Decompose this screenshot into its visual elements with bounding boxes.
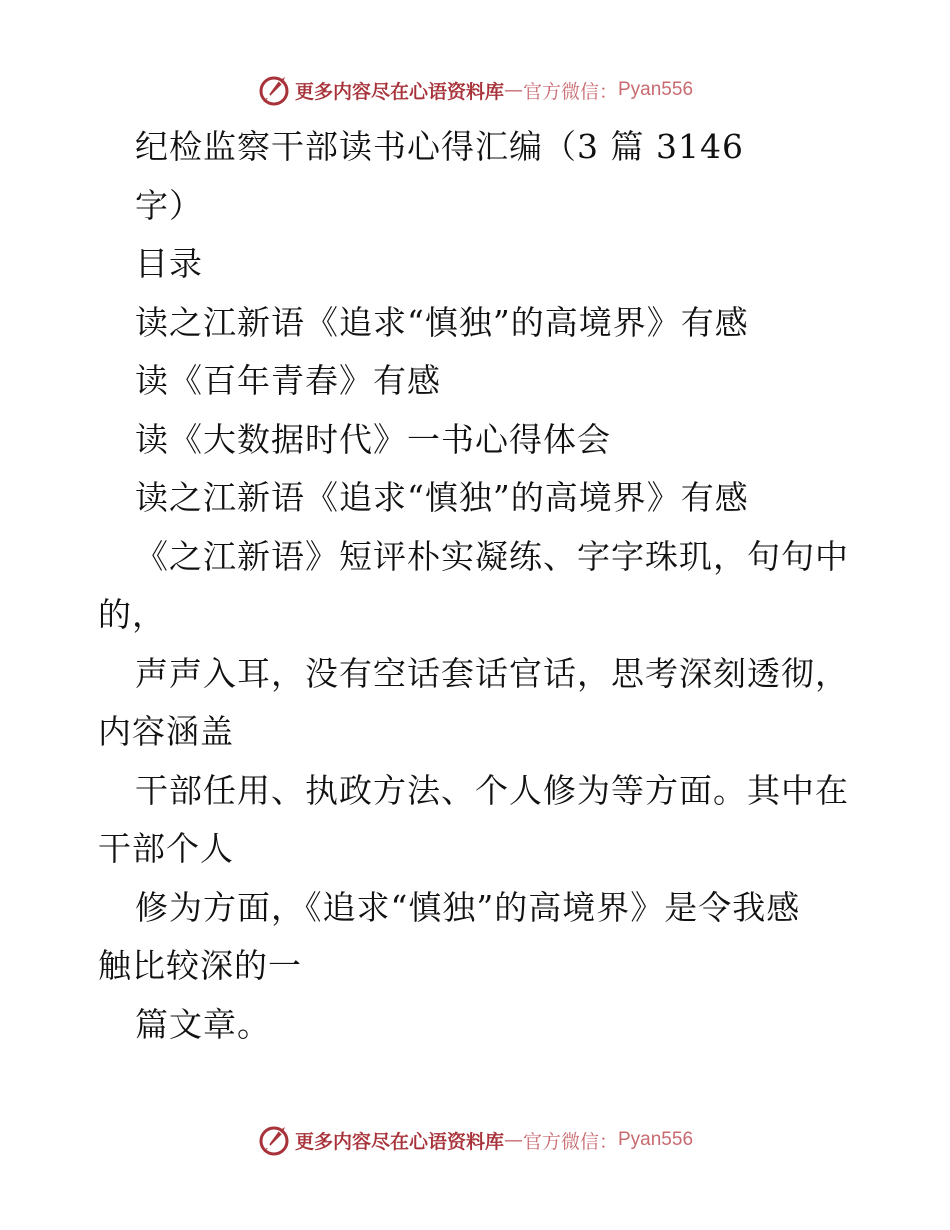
paragraph-line: 触比较深的一: [98, 946, 302, 985]
paragraph-line: 内容涵盖: [98, 712, 234, 751]
banner-slogan: 更多内容尽在心语资料库: [294, 1130, 504, 1153]
paragraph-line: 的，: [98, 595, 166, 634]
banner-wechat-label: 官方微信：: [522, 1130, 618, 1153]
footer-banner: [0, 1120, 950, 1160]
quill-pen-logo-icon: [257, 73, 291, 107]
paragraph-line: 修为方面，《追求“慎独”的高境界》是令我感: [135, 887, 801, 927]
toc-item: 读《大数据时代》一书心得体会: [135, 419, 611, 459]
header-banner: [0, 70, 950, 110]
paragraph-line: 篇文章。: [135, 1004, 271, 1044]
toc-item: 读之江新语《追求“慎独”的高境界》有感: [135, 302, 749, 342]
paragraph-line: 干部任用、执政方法、个人修为等方面。其中在: [135, 770, 849, 810]
document-body: [98, 118, 858, 1054]
paragraph-line: 干部个人: [98, 829, 234, 868]
toc-item: 读《百年青春》有感: [135, 361, 441, 400]
quill-pen-logo-icon: [257, 1123, 291, 1157]
document-title-continued: 字）: [135, 185, 203, 225]
banner-dash: —: [503, 1129, 523, 1151]
banner-dash: —: [503, 79, 523, 101]
paragraph-line: 声声入耳，没有空话套话官话，思考深刻透彻，: [135, 653, 849, 693]
paragraph-line: 《之江新语》短评朴实凝练、字字珠玑，句句中: [135, 536, 849, 576]
banner-wechat-id: Pyan556: [618, 1129, 694, 1150]
banner-slogan: 更多内容尽在心语资料库: [294, 80, 504, 103]
banner-wechat-id: Pyan556: [618, 79, 694, 100]
document-title: 纪检监察干部读书心得汇编（3 篇 3146: [135, 127, 744, 166]
banner-wechat-label: 官方微信：: [522, 80, 618, 103]
toc-heading: 目录: [135, 244, 203, 283]
section-heading: 读之江新语《追求“慎独”的高境界》有感: [135, 478, 749, 517]
